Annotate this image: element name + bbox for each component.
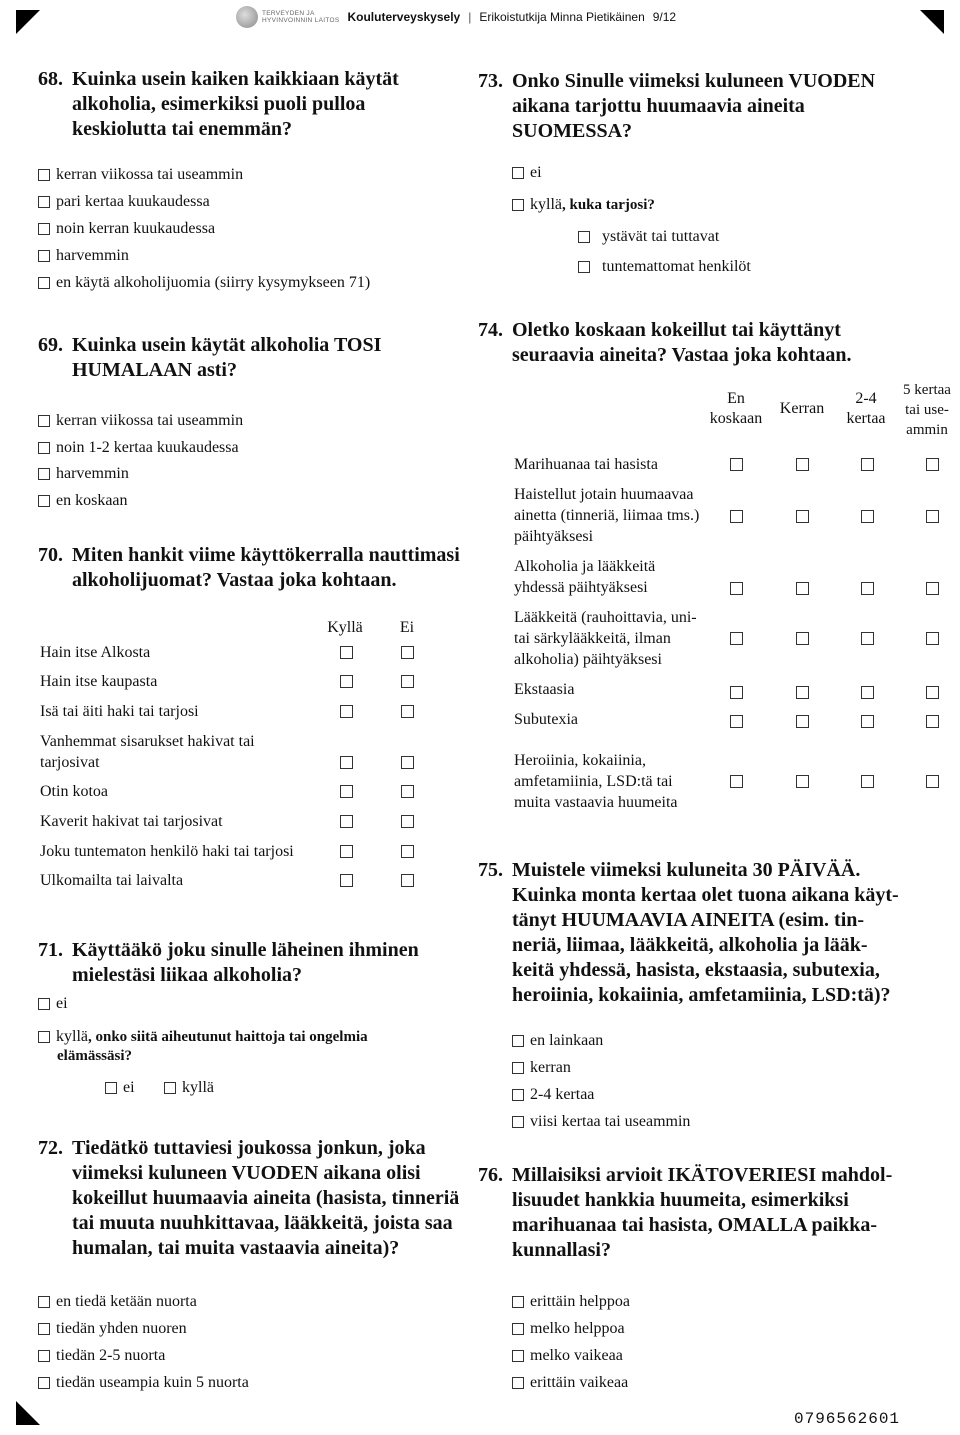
- table-row-label: Isä tai äiti haki tai tarjosi: [40, 703, 199, 720]
- option-label: ystävät tai tuttavat: [602, 228, 720, 245]
- option-label: noin kerran kuukaudessa: [56, 220, 216, 237]
- option-label: tuntemattomat henkilöt: [602, 258, 751, 275]
- checkbox-once[interactable]: [796, 458, 809, 471]
- option-label: melko vaikeaa: [530, 1347, 623, 1364]
- q72-option[interactable]: [38, 1292, 197, 1312]
- survey-name: Kouluterveyskysely: [347, 10, 461, 24]
- checkbox-once[interactable]: [796, 775, 809, 788]
- table-row-label: Marihuanaa tai hasista: [514, 456, 658, 473]
- checkbox[interactable]: [38, 277, 50, 289]
- q76-option[interactable]: [512, 1319, 625, 1339]
- q71-sub-option-no[interactable]: [105, 1078, 135, 1098]
- question-text-line: keskiolutta tai enemmän?: [72, 118, 292, 140]
- header-separator: |: [468, 10, 472, 24]
- column-header-5-plus: 5 kertaa tai use- ammin: [903, 382, 951, 438]
- checkbox[interactable]: [38, 1323, 50, 1335]
- question-text-line: Kuinka usein kaiken kaikkiaan käytät: [72, 68, 399, 90]
- q72-option[interactable]: [38, 1373, 249, 1393]
- thl-logo-icon: [236, 6, 258, 28]
- question-68: [38, 67, 399, 142]
- table-row-label: Vanhemmat sisarukset hakivat tai: [40, 733, 255, 750]
- q75-option[interactable]: [512, 1085, 594, 1105]
- question-71: [38, 938, 419, 988]
- column-header-once: Kerran: [779, 400, 825, 417]
- checkbox[interactable]: [105, 1082, 117, 1094]
- option-label: kerran viikossa tai useammin: [56, 412, 244, 429]
- q75-option[interactable]: [512, 1031, 603, 1051]
- followup-question: , kuka tarjosi?: [562, 197, 655, 213]
- q71-option-yes[interactable]: [38, 1027, 368, 1047]
- question-text-line: kokeillut huumaavia aineita (hasista, tinneriä: [72, 1187, 460, 1209]
- page-header: [236, 4, 676, 30]
- q76-option[interactable]: [512, 1373, 628, 1393]
- question-text-line: mielestäsi liikaa alkoholia?: [72, 964, 303, 986]
- checkbox-yes[interactable]: [340, 785, 353, 798]
- checkbox-no[interactable]: [401, 675, 414, 688]
- registration-mark-top-left: [16, 10, 40, 34]
- option-label: en tiedä ketään nuorta: [56, 1293, 197, 1310]
- checkbox[interactable]: [512, 1350, 524, 1362]
- option-label: kerran viikossa tai useammin: [56, 166, 244, 183]
- question-number: 75.: [478, 859, 503, 881]
- option-label: en koskaan: [56, 492, 128, 509]
- checkbox-2-4[interactable]: [861, 458, 874, 471]
- option-label: tiedän yhden nuoren: [56, 1320, 187, 1337]
- registration-mark-bottom-left: [16, 1401, 40, 1425]
- option-label: kyllä: [182, 1079, 214, 1096]
- question-text-line: Kuinka usein käytät alkoholia TOSI: [72, 334, 382, 356]
- question-76: [478, 1163, 893, 1263]
- checkbox-never[interactable]: [730, 686, 743, 699]
- checkbox[interactable]: [164, 1082, 176, 1094]
- option-label: erittäin vaikeaa: [530, 1374, 629, 1391]
- option-label: erittäin helppoa: [530, 1293, 630, 1310]
- q68-option[interactable]: [38, 165, 243, 185]
- checkbox-2-4[interactable]: [861, 715, 874, 728]
- q75-option[interactable]: [512, 1058, 571, 1078]
- column-header-yes: Kyllä: [327, 619, 363, 636]
- checkbox[interactable]: [578, 261, 590, 273]
- logo-line-2: HYVINVOINNIN LAITOS: [262, 17, 340, 24]
- checkbox-never[interactable]: [730, 582, 743, 595]
- question-text-line: HUMALAAN asti?: [72, 359, 237, 381]
- question-73: [478, 69, 876, 144]
- researcher-name: Erikoistutkija Minna Pietikäinen: [479, 10, 645, 24]
- checkbox[interactable]: [38, 1031, 50, 1043]
- checkbox[interactable]: [38, 250, 50, 262]
- q76-option[interactable]: [512, 1292, 630, 1312]
- question-72: [38, 1136, 460, 1261]
- question-text-line: seuraavia aineita? Vastaa joka kohtaan.: [512, 344, 852, 366]
- registration-mark-top-right: [920, 10, 944, 34]
- checkbox-2-4[interactable]: [861, 686, 874, 699]
- question-text-line: neriä, liimaa, lääkkeitä, alkoholia ja lääk-: [512, 934, 868, 956]
- question-number: 73.: [478, 70, 503, 92]
- checkbox-no[interactable]: [401, 705, 414, 718]
- option-label: harvemmin: [56, 247, 129, 264]
- checkbox[interactable]: [38, 169, 50, 181]
- checkbox[interactable]: [38, 1350, 50, 1362]
- checkbox-yes[interactable]: [340, 646, 353, 659]
- form-id-code: 0796562601: [794, 1410, 901, 1428]
- question-number: 71.: [38, 939, 63, 961]
- checkbox[interactable]: [38, 223, 50, 235]
- question-text-line: Millaisiksi arvioit IKÄTOVERIESI mahdol-: [512, 1164, 893, 1186]
- question-74: [478, 318, 852, 368]
- page-number: 9/12: [652, 10, 677, 24]
- checkbox-once[interactable]: [796, 715, 809, 728]
- question-text-line: humalan, tai muita vastaavia aineita)?: [72, 1237, 400, 1259]
- option-label: ei: [123, 1079, 135, 1096]
- question-text-line: Onko Sinulle viimeksi kuluneen VUODEN: [512, 70, 876, 92]
- question-text-line: Käyttääkö joku sinulle läheinen ihminen: [72, 939, 419, 961]
- checkbox-once[interactable]: [796, 632, 809, 645]
- checkbox-yes[interactable]: [340, 874, 353, 887]
- table-row-label: Alkoholia ja lääkkeitä yhdessä päihtyäksesi: [514, 558, 656, 596]
- q71-sub-option-yes[interactable]: [164, 1078, 214, 1098]
- table-row-label: Haistellut jotain huumaavaa ainetta (tinneriä, liimaa tms.) päihtyäksesi: [514, 486, 700, 545]
- checkbox-never[interactable]: [730, 715, 743, 728]
- checkbox-yes[interactable]: [340, 756, 353, 769]
- question-70: [38, 543, 460, 593]
- table-row-label: tarjosivat: [40, 754, 100, 771]
- question-number: 72.: [38, 1137, 63, 1159]
- column-header-never: En koskaan: [709, 390, 763, 427]
- checkbox-once[interactable]: [796, 582, 809, 595]
- checkbox-5-plus[interactable]: [926, 775, 939, 788]
- checkbox[interactable]: [512, 1089, 524, 1101]
- q71-option-no[interactable]: [38, 994, 68, 1014]
- checkbox-no[interactable]: [401, 785, 414, 798]
- question-text-line: viimeksi kuluneen VUODEN aikana olisi: [72, 1162, 421, 1184]
- checkbox-2-4[interactable]: [861, 510, 874, 523]
- checkbox-never[interactable]: [730, 775, 743, 788]
- checkbox[interactable]: [38, 442, 50, 454]
- q68-option[interactable]: [38, 219, 215, 239]
- checkbox-5-plus[interactable]: [926, 458, 939, 471]
- question-text-line: alkoholia, esimerkiksi puoli pulloa: [72, 93, 366, 115]
- question-75: [478, 858, 899, 1008]
- checkbox-yes[interactable]: [340, 705, 353, 718]
- table-row-label: Ulkomailta tai laivalta: [40, 872, 184, 889]
- q73-sub-option[interactable]: [578, 257, 751, 277]
- question-text-line: SUOMESSA?: [512, 120, 633, 142]
- question-text-line: Tiedätkö tuttaviesi joukossa jonkun, joka: [72, 1137, 426, 1159]
- checkbox-once[interactable]: [796, 510, 809, 523]
- question-text-line: tai muuta nuuhkittavaa, lääkkeitä, joista saa: [72, 1212, 453, 1234]
- q73-option-no[interactable]: [512, 163, 542, 183]
- q73-sub-option[interactable]: [578, 227, 719, 247]
- option-label: harvemmin: [56, 465, 129, 482]
- question-text-line: kunnallasi?: [512, 1239, 611, 1261]
- table-row-label: Kaverit hakivat tai tarjosivat: [40, 813, 223, 830]
- checkbox-5-plus[interactable]: [926, 686, 939, 699]
- question-text-line: Oletko koskaan kokeillut tai käyttänyt: [512, 319, 841, 341]
- checkbox[interactable]: [512, 1035, 524, 1047]
- checkbox[interactable]: [512, 167, 524, 179]
- q69-option[interactable]: [38, 438, 239, 458]
- question-text-line: lisuudet hankkia huumeita, esimerkiksi: [512, 1189, 849, 1211]
- checkbox-yes[interactable]: [340, 675, 353, 688]
- checkbox[interactable]: [512, 1116, 524, 1128]
- q69-option[interactable]: [38, 411, 243, 431]
- logo-line-1: TERVEYDEN JA: [262, 10, 315, 17]
- question-text-line: aikana tarjottu huumaavia aineita: [512, 95, 805, 117]
- checkbox-no[interactable]: [401, 815, 414, 828]
- table-row-label: Hain itse kaupasta: [40, 673, 158, 690]
- table-row-label: Lääkkeitä (rauhoittavia, uni- tai särkylääkkeitä, ilman alkoholia) päihtyäksesi: [514, 609, 697, 668]
- option-label: pari kertaa kuukaudessa: [56, 193, 210, 210]
- question-text-line: heroiinia, kokaiinia, amfetamiinia, LSD:tä)?: [512, 984, 891, 1006]
- q75-option[interactable]: [512, 1112, 690, 1132]
- option-label: tiedän 2-5 nuorta: [56, 1347, 166, 1364]
- column-header-no: Ei: [399, 619, 415, 636]
- question-text-line: marihuanaa tai hasista, OMALLA paikka-: [512, 1214, 878, 1236]
- checkbox-yes[interactable]: [340, 845, 353, 858]
- question-text-line: alkoholijuomat? Vastaa joka kohtaan.: [72, 569, 397, 591]
- question-number: 74.: [478, 319, 503, 341]
- option-label: melko helppoa: [530, 1320, 625, 1337]
- q68-option[interactable]: [38, 273, 370, 293]
- checkbox-no[interactable]: [401, 874, 414, 887]
- checkbox[interactable]: [38, 1377, 50, 1389]
- option-label: viisi kertaa tai useammin: [530, 1113, 691, 1130]
- option-label: en lainkaan: [530, 1032, 604, 1049]
- question-69: [38, 333, 382, 383]
- option-label: ei: [56, 995, 68, 1012]
- q69-option[interactable]: [38, 464, 129, 484]
- option-label: kyllä: [530, 196, 562, 213]
- question-number: 69.: [38, 334, 63, 356]
- checkbox-2-4[interactable]: [861, 632, 874, 645]
- question-text-line: Kuinka monta kertaa olet tuona aikana käyt-: [512, 884, 899, 906]
- checkbox[interactable]: [38, 196, 50, 208]
- question-text-line: Muistele viimeksi kuluneita 30 PÄIVÄÄ.: [512, 859, 861, 881]
- table-row-label: Joku tuntematon henkilö haki tai tarjosi: [40, 843, 294, 860]
- table-row-label: Ekstaasia: [514, 681, 575, 698]
- q72-option[interactable]: [38, 1319, 187, 1339]
- option-label: tiedän useampia kuin 5 nuorta: [56, 1374, 249, 1391]
- checkbox[interactable]: [512, 1323, 524, 1335]
- checkbox-never[interactable]: [730, 632, 743, 645]
- checkbox-5-plus[interactable]: [926, 632, 939, 645]
- q76-option[interactable]: [512, 1346, 623, 1366]
- checkbox[interactable]: [38, 495, 50, 507]
- checkbox[interactable]: [38, 998, 50, 1010]
- checkbox[interactable]: [512, 1296, 524, 1308]
- option-label: noin 1-2 kertaa kuukaudessa: [56, 439, 239, 456]
- checkbox-no[interactable]: [401, 756, 414, 769]
- table-row-label: Subutexia: [514, 711, 578, 728]
- table-row-label: Otin kotoa: [40, 783, 108, 800]
- thl-logo: [236, 6, 339, 28]
- q68-option[interactable]: [38, 246, 129, 266]
- checkbox-no[interactable]: [401, 646, 414, 659]
- question-number: 68.: [38, 68, 63, 90]
- question-number: 76.: [478, 1164, 503, 1186]
- table-row-label: Heroiinia, kokaiinia, amfetamiinia, LSD:tä tai muita vastaavia huumeita: [514, 752, 678, 811]
- option-label: kerran: [530, 1059, 571, 1076]
- question-text-line: Miten hankit viime käyttökerralla nauttimasi: [72, 544, 460, 566]
- checkbox-yes[interactable]: [340, 815, 353, 828]
- checkbox-5-plus[interactable]: [926, 582, 939, 595]
- q72-option[interactable]: [38, 1346, 165, 1366]
- q68-option[interactable]: [38, 192, 210, 212]
- checkbox[interactable]: [578, 231, 590, 243]
- option-label: ei: [530, 164, 542, 181]
- option-label: kyllä: [56, 1028, 88, 1045]
- option-label: 2-4 kertaa: [530, 1086, 595, 1103]
- checkbox-2-4[interactable]: [861, 775, 874, 788]
- option-label: en käytä alkoholijuomia (siirry kysymykseen 71): [56, 274, 371, 291]
- column-header-2-4: 2-4 kertaa: [846, 390, 886, 427]
- checkbox[interactable]: [512, 1377, 524, 1389]
- followup-question-cont: elämässäsi?: [57, 1048, 132, 1064]
- checkbox[interactable]: [512, 1062, 524, 1074]
- table-row-label: Hain itse Alkosta: [40, 644, 151, 661]
- checkbox-5-plus[interactable]: [926, 715, 939, 728]
- checkbox-no[interactable]: [401, 845, 414, 858]
- question-text-line: keitä yhdessä, hasista, ekstaasia, subutexia,: [512, 959, 880, 981]
- checkbox-never[interactable]: [730, 510, 743, 523]
- checkbox-once[interactable]: [796, 686, 809, 699]
- question-number: 70.: [38, 544, 63, 566]
- checkbox[interactable]: [512, 199, 524, 211]
- checkbox[interactable]: [38, 415, 50, 427]
- checkbox-2-4[interactable]: [861, 582, 874, 595]
- checkbox[interactable]: [38, 1296, 50, 1308]
- question-text-line: tänyt HUUMAAVIA AINEITA (esim. tin-: [512, 909, 865, 931]
- followup-question: , onko siitä aiheutunut haittoja tai ongelmia: [88, 1029, 368, 1045]
- q73-option-yes[interactable]: [512, 195, 655, 215]
- checkbox-never[interactable]: [730, 458, 743, 471]
- checkbox[interactable]: [38, 468, 50, 480]
- q69-option[interactable]: [38, 491, 128, 511]
- checkbox-5-plus[interactable]: [926, 510, 939, 523]
